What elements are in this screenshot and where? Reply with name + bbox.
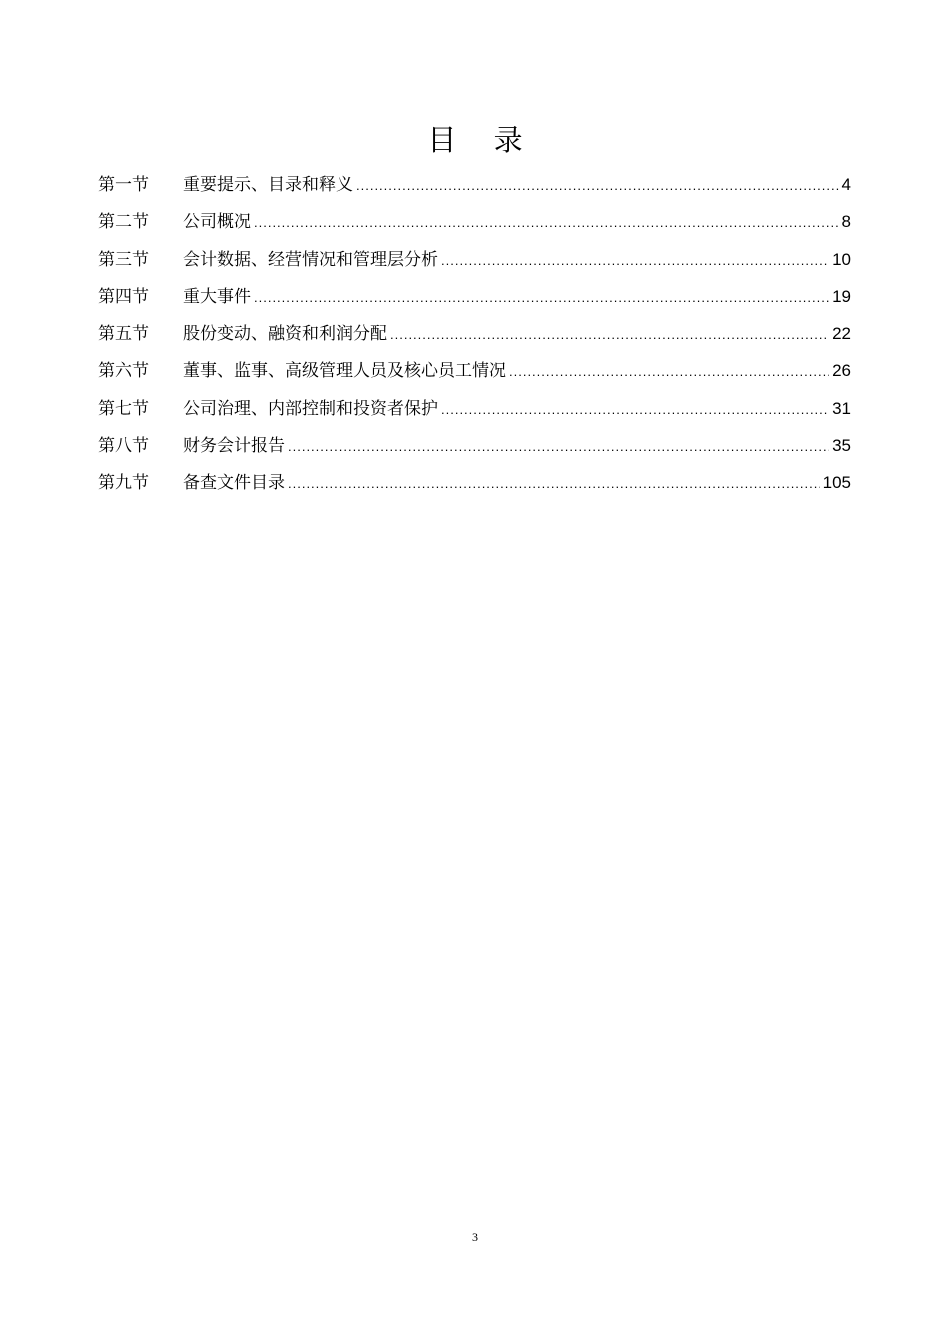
toc-section-number: 第二节 <box>98 212 149 233</box>
toc-section-number: 第一节 <box>98 175 149 195</box>
toc-entry-7[interactable] <box>98 390 851 427</box>
toc-dot-leader <box>441 242 829 279</box>
toc-section-title: 股份变动、融资和利润分配 <box>183 324 387 345</box>
toc-page-number: 31 <box>832 398 851 418</box>
toc-entry-8[interactable] <box>98 427 851 464</box>
toc-page-number: 26 <box>832 361 851 381</box>
toc-section-title: 重要提示、目录和释义 <box>183 175 353 195</box>
toc-section-number: 第六节 <box>98 361 149 382</box>
toc-section-number: 第七节 <box>98 398 149 419</box>
toc-entry-3[interactable] <box>98 241 851 278</box>
page-title: 目 录 <box>427 123 537 157</box>
toc-entry-9[interactable] <box>98 464 851 501</box>
toc-page-number: 8 <box>841 212 851 232</box>
toc-entry-1[interactable] <box>98 166 851 203</box>
toc-section-title: 重大事件 <box>183 286 251 307</box>
toc-dot-leader <box>254 204 839 241</box>
toc-page-number: 4 <box>841 175 851 194</box>
toc-dot-leader <box>254 279 829 316</box>
toc-dot-leader <box>356 167 839 204</box>
toc-dot-leader <box>441 391 829 428</box>
toc-entry-4[interactable] <box>98 278 851 315</box>
toc-section-title: 会计数据、经营情况和管理层分析 <box>183 249 438 270</box>
toc-page-number: 10 <box>832 249 851 269</box>
toc-page-number: 19 <box>832 286 851 306</box>
toc-entry-2[interactable] <box>98 203 851 240</box>
toc-section-number: 第三节 <box>98 249 149 270</box>
toc-dot-leader <box>288 465 820 502</box>
table-of-contents <box>98 166 851 502</box>
toc-dot-leader <box>390 316 829 353</box>
toc-page-number: 35 <box>832 436 851 456</box>
toc-dot-leader <box>288 428 829 465</box>
toc-entry-6[interactable] <box>98 352 851 389</box>
toc-section-title: 财务会计报告 <box>183 436 285 457</box>
toc-section-title: 董事、监事、高级管理人员及核心员工情况 <box>183 361 506 382</box>
page-footer-number: 3 <box>472 1230 478 1244</box>
toc-page-number: 105 <box>822 473 851 493</box>
toc-section-number: 第九节 <box>98 473 149 494</box>
toc-section-number: 第四节 <box>98 286 149 307</box>
toc-page-number: 22 <box>832 324 851 344</box>
toc-section-title: 备查文件目录 <box>183 473 285 494</box>
toc-section-number: 第五节 <box>98 324 149 345</box>
toc-section-number: 第八节 <box>98 436 149 457</box>
toc-section-title: 公司治理、内部控制和投资者保护 <box>183 398 438 419</box>
toc-entry-5[interactable] <box>98 315 851 352</box>
toc-dot-leader <box>509 353 829 390</box>
toc-section-title: 公司概况 <box>183 212 251 233</box>
